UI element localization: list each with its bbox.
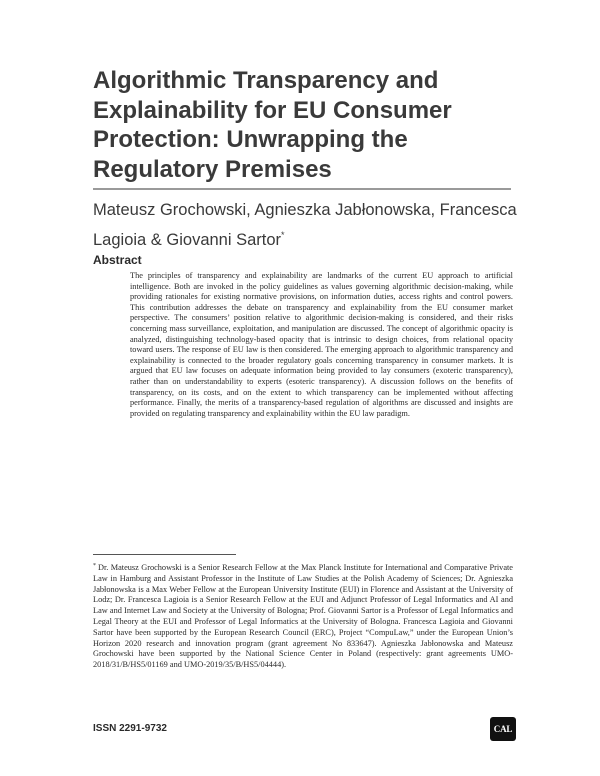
abstract-text: The principles of transparency and explainability are landmarks of the current EU approach to artificial intelligence. Both are invoked in the policy guidelines as values governing algorithmic decision-making, while providing rationales for existing normative provisions, on information duties, access rights and control powers. This contribution addresses the debate on transparency and explainability from the EU consumer market perspective. The consumers’ position relative to algorithmic decision-making is considered, and their risks concerning mass surveillance, exploitation, and manipulation are discussed. The concept of algorithmic opacity is analyzed, distinguishing technology-based opacity that is intrinsic to design choices, from relational opacity toward users. The response of EU law is then considered. The emerging approach to algorithmic transparency and explainability is connected to the broader regulatory goals concerning transparency in consumer markets. It is argued that EU law focuses on adequate information being provided to lay consumers (exoteric transparency), rather than on understandability to experts (esoteric transparency). A discussion follows on the benefits of transparency, on its costs, and on the extent to which transparency can be implemented without affecting performance. Finally, the merits of a transparency-based regulation of algorithms are discussed and insights are provided on regulating transparency and explainability within the EU law paradigm. — [130, 271, 513, 418]
abstract-heading: Abstract — [93, 253, 142, 267]
issn-label: ISSN 2291-9732 — [93, 723, 167, 734]
footnote — [93, 561, 513, 671]
cal-logo-text: CAL — [493, 724, 513, 734]
title-divider — [93, 188, 511, 190]
author-footnote-marker: * — [281, 230, 285, 240]
cal-logo — [490, 717, 516, 741]
footnote-text: Dr. Mateusz Grochowski is a Senior Research Fellow at the Max Planck Institute for International and Comparative Private Law in Hamburg and Assistant Professor in the Institute of Law Studies at the Polish Academy of Sciences; Dr. Agnieszka Jabłonowska is a Max Weber Fellow at the European University Institute (EUI) in Florence and Assistant at the University of Lodz; Dr. Francesca Lagioia is a Senior Research Fellow at the EUI and Adjunct Professor of Legal Informatics and AI and Law and Internet Law and Society at the University of Bologna; Prof. Giovanni Sartor is a Professor of Legal Informatics and Legal Theory at the EUI and Professor of Legal Informatics at the University of Bologna. Francesca Lagioia and Giovanni Sartor have been supported by the European Research Council (ERC), Project “CompuLaw,” under the European Union’s Horizon 2020 research and innovation program (grant agreement No 833647). Agnieszka Jabłonowska and Mateusz Grochowski have been supported by the National Science Center in Poland (respectively: grant agreements UMO-2018/31/B/HS5/01169 and UMO-2019/35/B/HS5/04444). — [93, 563, 513, 670]
author-list — [93, 198, 523, 253]
author-names: Mateusz Grochowski, Agnieszka Jabłonowska, Francesca Lagioia & Giovanni Sartor — [93, 201, 517, 249]
paper-title: Algorithmic Transparency and Explainability for EU Consumer Protection: Unwrapping the Regulatory Premises — [93, 67, 452, 183]
footnote-divider — [93, 554, 236, 555]
footnote-marker: * — [93, 563, 96, 569]
